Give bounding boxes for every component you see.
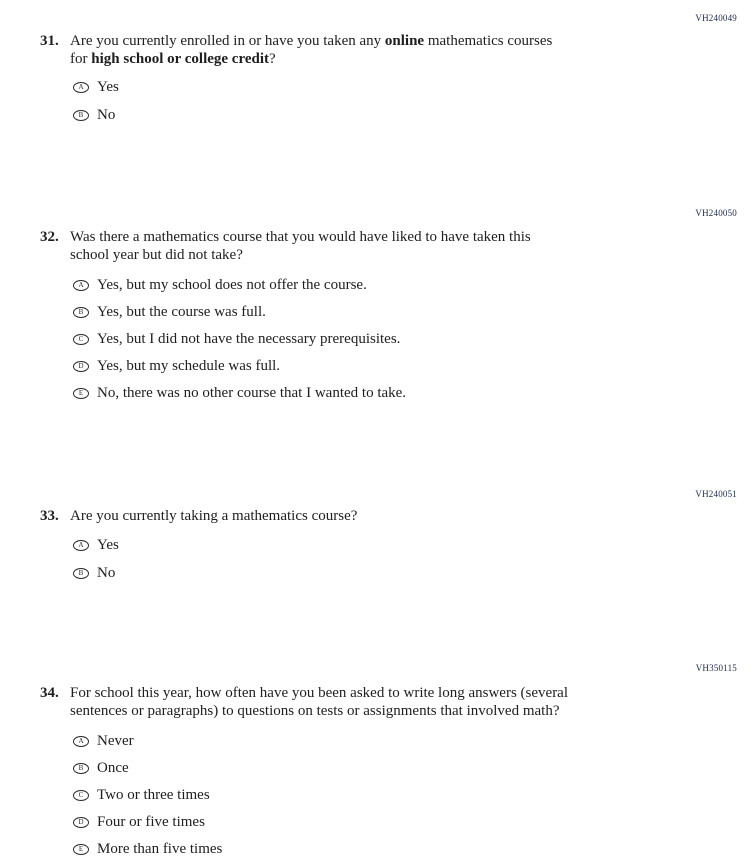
answer-bubble-icon[interactable]: B bbox=[73, 110, 89, 121]
question-number: 32. bbox=[40, 229, 59, 245]
question-text bbox=[70, 228, 531, 264]
answer-bubble-icon[interactable]: C bbox=[73, 790, 89, 801]
answer-bubble-icon[interactable]: A bbox=[73, 540, 89, 551]
question-text-line: For school this year, how often have you been asked to write long answers (several bbox=[70, 685, 569, 701]
item-code: VH240050 bbox=[695, 208, 737, 218]
question-block-31 bbox=[0, 13, 754, 135]
answer-option-label: Yes, but I did not have the necessary prerequisites. bbox=[97, 331, 401, 347]
answer-bubble-icon[interactable]: A bbox=[73, 82, 89, 93]
question-text-line: for high school or college credit? bbox=[70, 51, 276, 67]
answer-option[interactable] bbox=[73, 787, 754, 804]
answer-bubble-icon[interactable]: D bbox=[73, 817, 89, 828]
answer-bubble-icon[interactable]: B bbox=[73, 568, 89, 579]
answer-option-label: Yes bbox=[97, 79, 119, 95]
question-text-line: school year but did not take? bbox=[70, 247, 243, 263]
question-number: 31. bbox=[40, 33, 59, 49]
answer-option-label: No, there was no other course that I wanted to take. bbox=[97, 385, 407, 401]
question-text bbox=[70, 684, 568, 720]
answer-option-label: Once bbox=[97, 760, 129, 776]
answer-option-label: More than five times bbox=[97, 841, 223, 857]
answer-option[interactable] bbox=[73, 358, 754, 375]
answer-option-label: Four or five times bbox=[97, 814, 205, 830]
question-number: 34. bbox=[40, 685, 59, 701]
answer-option-label: Yes, but the course was full. bbox=[97, 304, 266, 320]
answer-option[interactable] bbox=[73, 537, 754, 554]
question-text bbox=[70, 507, 357, 525]
question-text-line: sentences or paragraphs) to questions on tests or assignments that involved math? bbox=[70, 703, 560, 719]
answer-bubble-icon[interactable]: D bbox=[73, 361, 89, 372]
answer-option[interactable] bbox=[73, 277, 754, 294]
answer-option[interactable] bbox=[73, 760, 754, 777]
question-text-line: Was there a mathematics course that you would have liked to have taken this bbox=[70, 229, 531, 245]
answer-option-label: Yes bbox=[97, 537, 119, 553]
answer-option[interactable] bbox=[73, 841, 754, 858]
answer-bubble-icon[interactable]: B bbox=[73, 763, 89, 774]
answer-option-label: Two or three times bbox=[97, 787, 210, 803]
question-block-34 bbox=[0, 663, 754, 868]
answer-options bbox=[73, 537, 754, 582]
answer-option-label: Never bbox=[97, 733, 134, 749]
answer-option[interactable] bbox=[73, 385, 754, 402]
answer-options bbox=[73, 277, 754, 402]
item-code: VH240049 bbox=[695, 13, 737, 23]
question-text-line: Are you currently taking a mathematics course? bbox=[70, 508, 358, 524]
answer-options bbox=[73, 733, 754, 858]
answer-option-label: Yes, but my school does not offer the course. bbox=[97, 277, 367, 293]
answer-bubble-icon[interactable]: A bbox=[73, 736, 89, 747]
question-block-33 bbox=[0, 489, 754, 593]
answer-option[interactable] bbox=[73, 331, 754, 348]
question-text bbox=[70, 32, 552, 68]
answer-bubble-icon[interactable]: B bbox=[73, 307, 89, 318]
answer-bubble-icon[interactable]: A bbox=[73, 280, 89, 291]
answer-option-label: Yes, but my schedule was full. bbox=[97, 358, 281, 374]
answer-option[interactable] bbox=[73, 304, 754, 321]
answer-option-label: No bbox=[97, 107, 116, 123]
answer-options bbox=[73, 79, 754, 124]
answer-option[interactable] bbox=[73, 107, 754, 124]
item-code: VH240051 bbox=[695, 489, 737, 499]
answer-bubble-icon[interactable]: C bbox=[73, 334, 89, 345]
answer-option[interactable] bbox=[73, 79, 754, 96]
item-code: VH350115 bbox=[695, 663, 737, 673]
question-number: 33. bbox=[40, 508, 59, 524]
answer-option[interactable] bbox=[73, 565, 754, 582]
question-block-32 bbox=[0, 208, 754, 412]
answer-bubble-icon[interactable]: E bbox=[73, 388, 89, 399]
question-text-line: Are you currently enrolled in or have you taken any online mathematics courses bbox=[70, 33, 553, 49]
answer-bubble-icon[interactable]: E bbox=[73, 844, 89, 855]
answer-option[interactable] bbox=[73, 814, 754, 831]
answer-option[interactable] bbox=[73, 733, 754, 750]
answer-option-label: No bbox=[97, 565, 116, 581]
